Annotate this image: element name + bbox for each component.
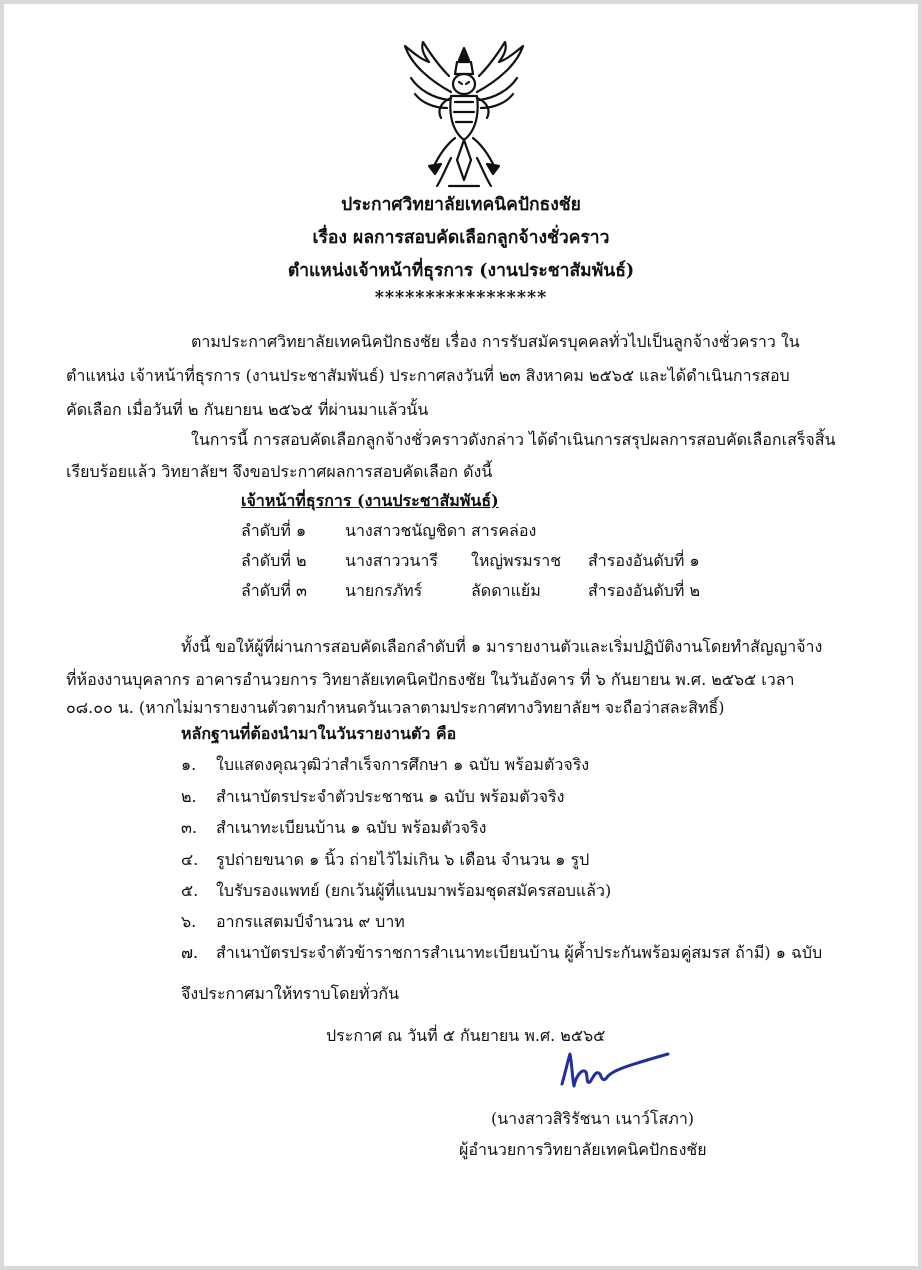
document-item: อากรแสตมป์จำนวน ๙ บาท	[216, 912, 405, 931]
intro-paragraph-line: คัดเลือก เมื่อวันที่ ๒ กันยายน ๒๕๖๕ ที่ผ่านมาแล้วนั้น	[66, 400, 429, 419]
result-last-name: ลัดดาแย้ม	[471, 581, 541, 600]
result-last-name: ใหญ่พรมราช	[471, 551, 562, 570]
result-rank: ลำดับที่ ๒	[241, 551, 307, 570]
handwritten-signature	[556, 1040, 672, 1100]
document-number: ๕.	[181, 881, 199, 900]
result-first-name: นายกรภัทร์	[345, 581, 423, 600]
announcement-subject: เรื่อง ผลการสอบคัดเลือกลูกจ้างชั่วคราว	[312, 228, 610, 248]
document-item: รูปถ่ายขนาด ๑ นิ้ว ถ่ายไว้ไม่เกิน ๖ เดือน จำนวน ๑ รูป	[216, 850, 590, 869]
intro-paragraph-line: เรียบร้อยแล้ว วิทยาลัยฯ จึงขอประกาศผลการสอบคัดเลือก ดังนี้	[66, 462, 493, 481]
document-number: ๑.	[181, 755, 197, 774]
result-reserve-note: สำรองอันดับที่ ๒	[588, 581, 701, 600]
document-number: ๓.	[181, 818, 198, 837]
intro-paragraph-line: ในการนี้ การสอบคัดเลือกลูกจ้างชั่วคราวดังกล่าว ได้ดำเนินการสรุปผลการสอบคัดเลือกเสร็จสิ้น	[191, 430, 836, 449]
signer-position: ผู้อำนวยการวิทยาลัยเทคนิคปักธงชัย	[459, 1140, 707, 1159]
result-first-name: นางสาวชนัญชิดา	[345, 521, 467, 540]
document-item: ใบแสดงคุณวุฒิว่าสำเร็จการศึกษา ๑ ฉบับ พร้อมตัวจริง	[216, 755, 590, 774]
result-first-name: นางสาววนารี	[345, 551, 438, 570]
document-number: ๔.	[181, 850, 199, 869]
announcement-position: ตำแหน่งเจ้าหน้าที่ธุรการ (งานประชาสัมพันธ์)	[287, 261, 635, 281]
announcement-page	[4, 4, 918, 1266]
document-number: ๗.	[181, 943, 199, 962]
document-item: สำเนาทะเบียนบ้าน ๑ ฉบับ พร้อมตัวจริง	[216, 818, 487, 837]
results-heading: เจ้าหน้าที่ธุรการ (งานประชาสัมพันธ์)	[241, 491, 499, 510]
report-paragraph-line: ๐๘.๐๐ น. (หากไม่มารายงานตัวตามกำหนดวันเวลาตามประกาศทางวิทยาลัยฯ จะถือว่าสละสิทธิ์)	[66, 698, 725, 717]
result-rank: ลำดับที่ ๑	[241, 521, 307, 540]
result-last-name: สารคล่อง	[471, 521, 537, 540]
result-reserve-note: สำรองอันดับที่ ๑	[588, 551, 700, 570]
document-number: ๖.	[181, 912, 197, 931]
document-number: ๒.	[181, 787, 197, 806]
announcement-date: ประกาศ ณ วันที่ ๕ กันยายน พ.ศ. ๒๕๖๕	[326, 1026, 606, 1045]
document-item: สำเนาบัตรประจำตัวประชาชน ๑ ฉบับ พร้อมตัวจริง	[216, 787, 565, 806]
report-paragraph-line: ที่ห้องงานบุคลากร อาคารอำนวยการ วิทยาลัยเทคนิคปักธงชัย ในวันอังคาร ที่ ๖ กันยายน พ.ศ. ๒๕๖๕ เวลา	[66, 670, 795, 689]
garuda-emblem-icon	[389, 40, 539, 190]
document-item: สำเนาบัตรประจำตัวข้าราชการสำเนาทะเบียนบ้าน ผู้ค้ำประกันพร้อมคู่สมรส ถ้ามี) ๑ ฉบับ	[216, 943, 823, 962]
signer-name: (นางสาวสิริรัชนา เนาว์โสภา)	[491, 1109, 695, 1128]
closing-statement: จึงประกาศมาให้ทราบโดยทั่วกัน	[181, 984, 400, 1003]
intro-paragraph-line: ตำแหน่ง เจ้าหน้าที่ธุรการ (งานประชาสัมพันธ์) ประกาศลงวันที่ ๒๓ สิงหาคม ๒๕๖๕ และได้ดำเนินการสอบ	[66, 366, 790, 385]
title-separator: *****************	[374, 288, 548, 308]
report-paragraph-line: ทั้งนี้ ขอให้ผู้ที่ผ่านการสอบคัดเลือกลำดับที่ ๑ มารายงานตัวและเริ่มปฏิบัติงานโดยทำสัญญาจ้าง	[181, 637, 823, 656]
document-item: ใบรับรองแพทย์ (ยกเว้นผู้ที่แนบมาพร้อมชุดสมัครสอบแล้ว)	[216, 881, 612, 900]
result-rank: ลำดับที่ ๓	[241, 581, 307, 600]
announcement-issuer: ประกาศวิทยาลัยเทคนิคปักธงชัย	[341, 195, 581, 215]
intro-paragraph-line: ตามประกาศวิทยาลัยเทคนิคปักธงชัย เรื่อง การรับสมัครบุคคลทั่วไปเป็นลูกจ้างชั่วคราว ใน	[191, 332, 800, 351]
documents-heading: หลักฐานที่ต้องนำมาในวันรายงานตัว คือ	[181, 724, 457, 743]
